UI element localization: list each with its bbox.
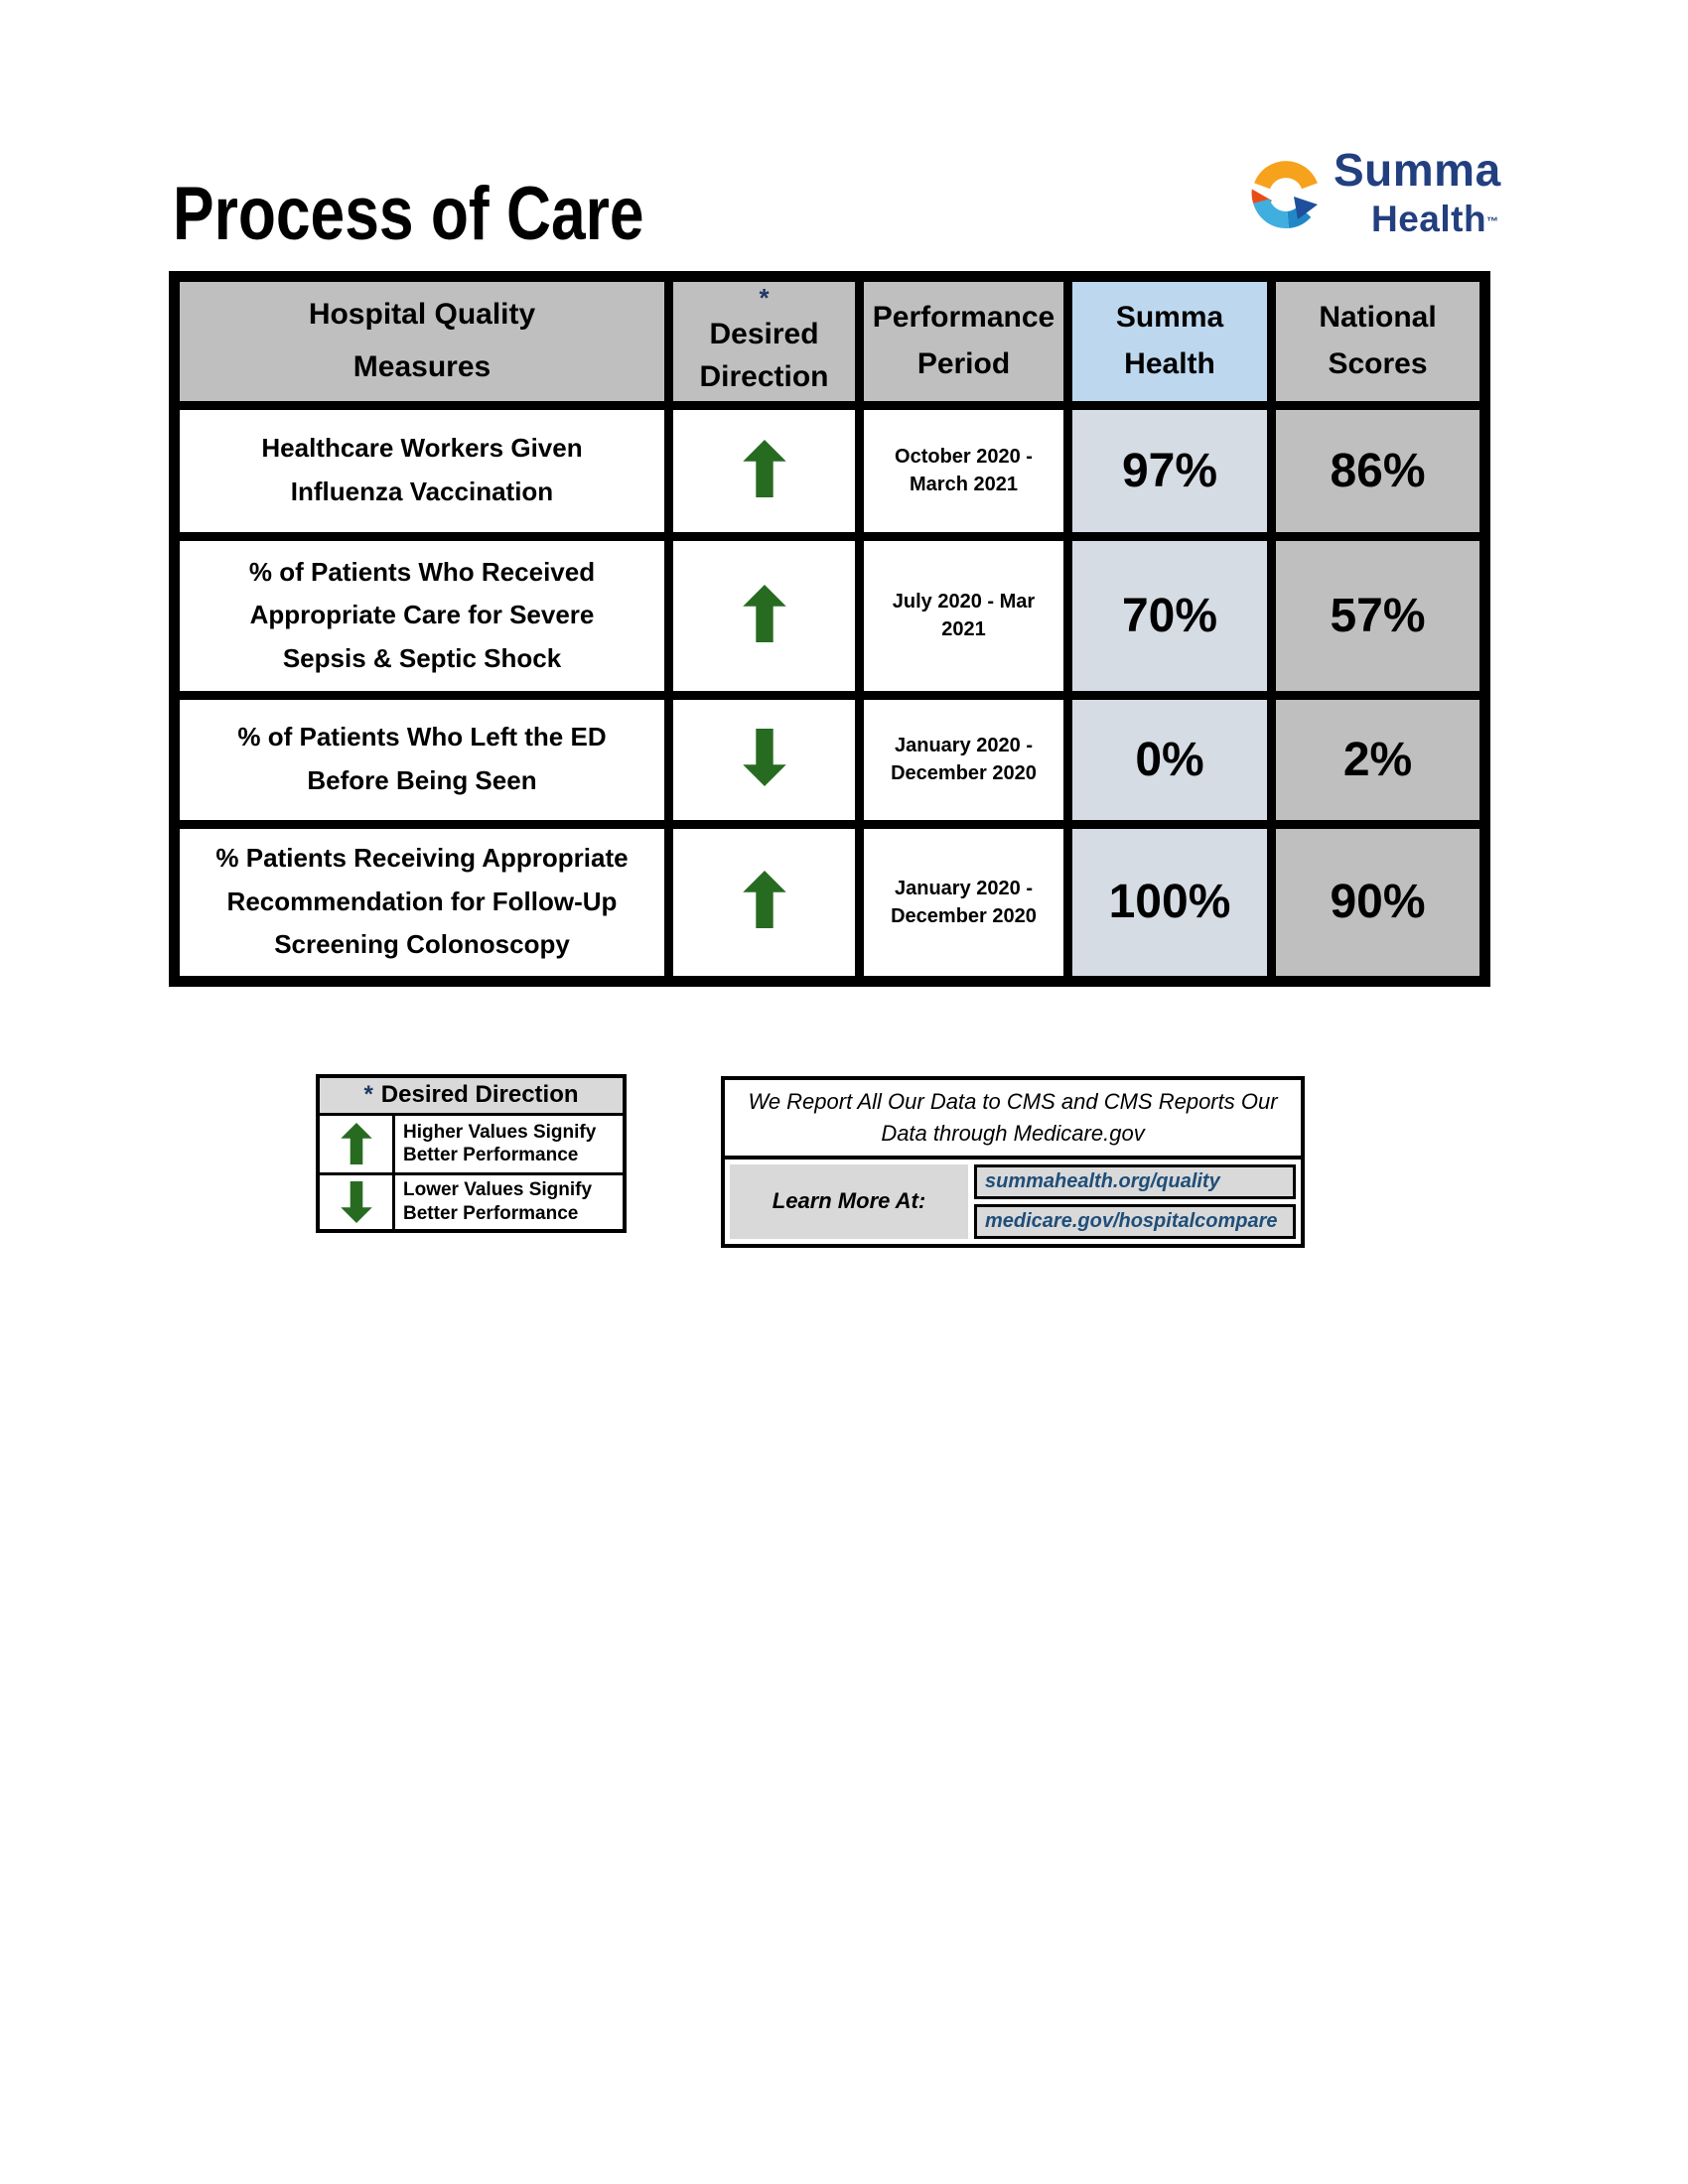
summa-health-logo (1236, 137, 1534, 256)
summa-score-cell: 97% (1068, 405, 1272, 536)
measure-cell: % of Patients Who Left the ED Before Being Seen (175, 695, 669, 824)
period-cell: July 2020 - Mar 2021 (860, 536, 1068, 695)
period-cell: October 2020 - March 2021 (860, 405, 1068, 536)
measure-cell: Healthcare Workers Given Influenza Vaccination (175, 405, 669, 536)
down-arrow-icon (743, 729, 786, 786)
page-title: Process of Care (173, 172, 644, 256)
direction-arrow-icon (341, 1181, 372, 1223)
legend-title: * Desired Direction (320, 1078, 623, 1116)
header-hospital-quality-measures: Hospital Quality Measures (175, 277, 669, 406)
desired-direction-legend (316, 1074, 627, 1233)
direction-arrow-icon (743, 585, 786, 642)
header-performance-period: Performance Period (860, 277, 1068, 406)
period-cell: January 2020 - December 2020 (860, 824, 1068, 981)
period-cell: January 2020 - December 2020 (860, 695, 1068, 824)
direction-cell (669, 405, 860, 536)
quality-measures-table (169, 271, 1490, 987)
header-desired-direction: * Desired Direction (669, 277, 860, 406)
trademark-symbol: ™ (1486, 214, 1499, 228)
table-row (175, 405, 1485, 536)
learn-more-label: Learn More At: (730, 1164, 968, 1239)
table-header-row (175, 277, 1485, 406)
legend-item-lower-values (320, 1172, 623, 1229)
asterisk-footnote-marker: * (363, 1081, 373, 1108)
national-score-cell: 2% (1272, 695, 1485, 824)
summa-pinwheel-icon (1236, 145, 1336, 244)
logo-word-health: Health™ (1371, 199, 1499, 239)
up-arrow-icon (341, 1123, 372, 1164)
cms-report-note: We Report All Our Data to CMS and CMS Reports Our Data through Medicare.gov (725, 1080, 1301, 1160)
header-summa-health: Summa Health (1068, 277, 1272, 406)
direction-arrow-icon (743, 871, 786, 928)
national-score-cell: 90% (1272, 824, 1485, 981)
legend-item-higher-values (320, 1116, 623, 1172)
direction-arrow-icon (743, 729, 786, 786)
table-row (175, 695, 1485, 824)
up-arrow-icon (743, 871, 786, 928)
direction-cell (669, 695, 860, 824)
direction-arrow-icon (341, 1123, 372, 1164)
summa-logo-text (1334, 143, 1501, 240)
legend-item-label: Higher Values Signify Better Performance (403, 1121, 597, 1166)
table-row (175, 824, 1485, 981)
up-arrow-icon (743, 440, 786, 497)
table-row (175, 536, 1485, 695)
logo-word-summa: Summa (1334, 144, 1501, 196)
direction-cell (669, 536, 860, 695)
up-arrow-icon (743, 585, 786, 642)
header-national-scores: National Scores (1272, 277, 1485, 406)
direction-arrow-icon (743, 440, 786, 497)
summa-score-cell: 0% (1068, 695, 1272, 824)
national-score-cell: 86% (1272, 405, 1485, 536)
summa-score-cell: 70% (1068, 536, 1272, 695)
summa-score-cell: 100% (1068, 824, 1272, 981)
summahealth-quality-link[interactable]: summahealth.org/quality (974, 1164, 1296, 1199)
cms-report-infobox (721, 1076, 1305, 1248)
legend-item-label: Lower Values Signify Better Performance (403, 1179, 593, 1224)
medicare-hospitalcompare-link[interactable]: medicare.gov/hospitalcompare (974, 1204, 1296, 1239)
measure-cell: % of Patients Who Received Appropriate Care for Severe Sepsis & Septic Shock (175, 536, 669, 695)
direction-cell (669, 824, 860, 981)
asterisk-footnote-marker: * (759, 283, 770, 313)
measure-cell: % Patients Receiving Appropriate Recommendation for Follow-Up Screening Colonoscopy (175, 824, 669, 981)
down-arrow-icon (341, 1181, 372, 1223)
national-score-cell: 57% (1272, 536, 1485, 695)
